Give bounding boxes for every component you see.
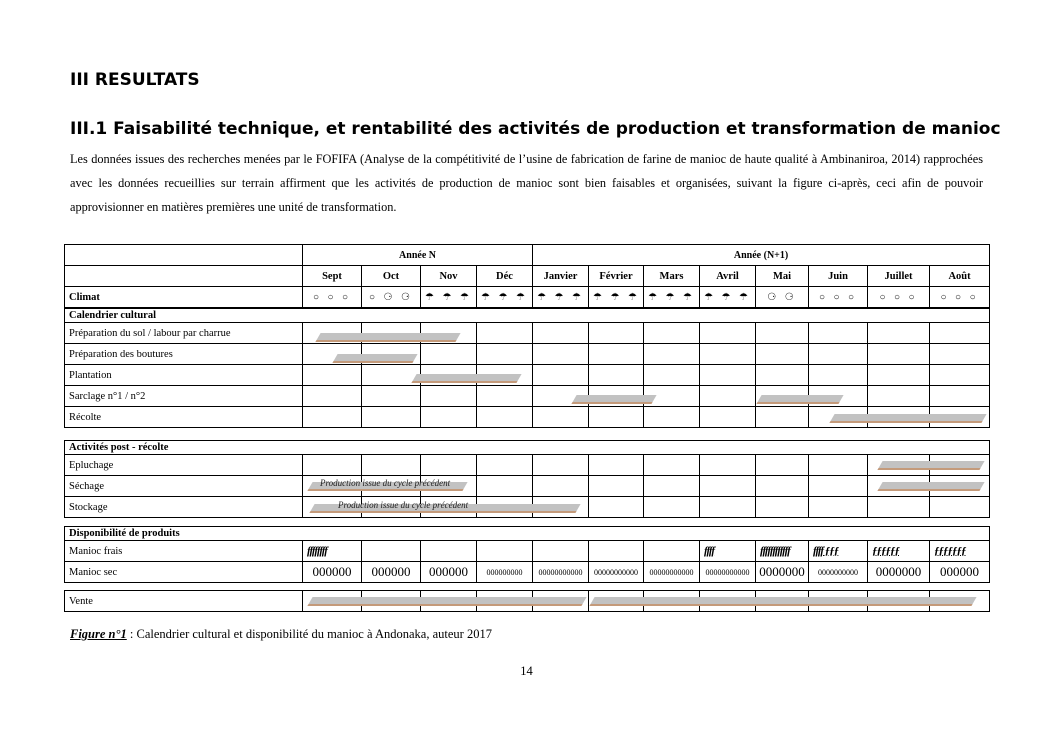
- post-row-cell: [589, 476, 644, 497]
- calendrier-row-cell: [644, 323, 700, 344]
- climat-cell-3: ☂ ☂ ☂: [477, 287, 533, 308]
- calendrier-row-cell: [700, 365, 756, 386]
- post-row-cell: [700, 497, 756, 518]
- post-row-cell: [477, 455, 533, 476]
- post-row-cell: [303, 455, 362, 476]
- calendrier-row-cell: [930, 344, 990, 365]
- calendrier-row-label-3: Sarclage n°1 / n°2: [65, 386, 303, 407]
- intro-paragraph: Les données issues des recherches menées par le FOFIFA (Analyse de la compétitivité de l’usine de fabrication de farine de manioc de haute qualité à Ambinaniroa, 2014) rapprochées avec les données recueillies sur terrain affirment que les activités de production de manioc sont bien faisables et organisées, suivant la figure ci-après, ceci afin de pouvoir approvisionner en matières premières une unité de transformation.: [70, 152, 983, 214]
- calendrier-row-cell: [700, 323, 756, 344]
- year-n-header: Année N: [303, 245, 533, 266]
- climat-cell-4: ☂ ☂ ☂: [533, 287, 589, 308]
- calendar-header-table: [64, 244, 990, 308]
- month-row-blank: [65, 266, 303, 287]
- calendrier-row-cell: [421, 344, 477, 365]
- bar-sarclage-1: [571, 395, 656, 404]
- calendrier-row-label-2: Plantation: [65, 365, 303, 386]
- calendrier-row-cell: [756, 407, 809, 428]
- bar-epluchage: [877, 461, 984, 470]
- month-1: Oct: [362, 266, 421, 287]
- manioc-frais-cell-6: [644, 541, 700, 562]
- calendrier-cultural-title: Calendrier cultural: [65, 309, 990, 323]
- figure-caption-label: Figure n°1: [70, 627, 127, 641]
- calendrier-row-cell: [421, 386, 477, 407]
- month-6: Mars: [644, 266, 700, 287]
- stockage-overlay-text: Production issue du cycle précédent: [338, 500, 469, 510]
- calendrier-row-cell: [589, 407, 644, 428]
- sechage-overlay-text: Production issue du cycle précédent: [320, 478, 451, 488]
- post-row-label-1: Séchage: [65, 476, 303, 497]
- manioc-sec-cell-11: 000000: [930, 562, 990, 583]
- calendrier-row-cell: [303, 386, 362, 407]
- calendrier-row-cell: [477, 386, 533, 407]
- climat-cell-2: ☂ ☂ ☂: [421, 287, 477, 308]
- calendrier-row-cell: [477, 323, 533, 344]
- calendrier-row-cell: [589, 323, 644, 344]
- post-row-cell: [644, 455, 700, 476]
- climat-cell-1: ○ ⚆ ⚆: [362, 287, 421, 308]
- manioc-sec-cell-7: 00000000000: [700, 562, 756, 583]
- month-10: Juillet: [868, 266, 930, 287]
- post-row-cell: [868, 497, 930, 518]
- calendrier-row-cell: [533, 407, 589, 428]
- climat-cell-8: ⚆ ⚆: [756, 287, 809, 308]
- calendrier-row-cell: [303, 365, 362, 386]
- calendrier-row-cell: [756, 323, 809, 344]
- manioc-frais-cell-3: [477, 541, 533, 562]
- disponibilite-title: Disponibilité de produits: [65, 527, 990, 541]
- calendrier-row-cell: [644, 407, 700, 428]
- calendrier-row-cell: [477, 407, 533, 428]
- month-11: Août: [930, 266, 990, 287]
- manioc-sec-cell-5: 00000000000: [589, 562, 644, 583]
- calendrier-row-cell: [589, 344, 644, 365]
- calendrier-row-cell: [868, 323, 930, 344]
- figure-caption-text: : Calendrier cultural et disponibilité du manioc à Andonaka, auteur 2017: [126, 627, 492, 641]
- post-row-label-2: Stockage: [65, 497, 303, 518]
- manioc-frais-cell-2: [421, 541, 477, 562]
- calendrier-row-cell: [930, 386, 990, 407]
- calendrier-row-cell: [303, 407, 362, 428]
- bar-preparation-sol: [315, 333, 460, 342]
- post-row-cell: [756, 497, 809, 518]
- calendrier-row-label-1: Préparation des boutures: [65, 344, 303, 365]
- calendrier-row-cell: [868, 365, 930, 386]
- calendrier-row-cell: [700, 407, 756, 428]
- month-2: Nov: [421, 266, 477, 287]
- calendrier-row-cell: [868, 344, 930, 365]
- disponibilite-table: [64, 526, 990, 583]
- bar-preparation-boutures: [332, 354, 417, 363]
- post-row-cell: [644, 476, 700, 497]
- manioc-sec-cell-1: 000000: [362, 562, 421, 583]
- climat-cell-10: ○ ○ ○: [868, 287, 930, 308]
- manioc-frais-cell-5: [589, 541, 644, 562]
- calendrier-row-cell: [589, 365, 644, 386]
- calendrier-row-label-4: Récolte: [65, 407, 303, 428]
- post-row-cell: [589, 455, 644, 476]
- bar-vente-2: [589, 597, 976, 606]
- calendrier-row-cell: [809, 344, 868, 365]
- manioc-frais-cell-0: ffffffff: [303, 541, 362, 562]
- manioc-sec-cell-10: 0000000: [868, 562, 930, 583]
- manioc-frais-cell-11: ƒƒƒƒƒƒƒ: [930, 541, 990, 562]
- post-recolte-title: Activités post - récolte: [65, 441, 990, 455]
- bar-vente-1: [307, 597, 586, 606]
- month-3: Déc: [477, 266, 533, 287]
- climat-cell-9: ○ ○ ○: [809, 287, 868, 308]
- climat-label: Climat: [65, 287, 303, 308]
- manioc-sec-cell-9: 0000000000: [809, 562, 868, 583]
- post-row-cell: [533, 476, 589, 497]
- month-5: Février: [589, 266, 644, 287]
- manioc-frais-cell-7: ffff: [700, 541, 756, 562]
- manioc-frais-cell-4: [533, 541, 589, 562]
- month-7: Avril: [700, 266, 756, 287]
- post-row-cell: [533, 455, 589, 476]
- post-row-cell: [809, 497, 868, 518]
- heading-resultats: III RESULTATS: [70, 70, 200, 90]
- calendrier-row-cell: [809, 323, 868, 344]
- manioc-frais-label: Manioc frais: [65, 541, 303, 562]
- calendrier-row-cell: [930, 365, 990, 386]
- month-0: Sept: [303, 266, 362, 287]
- post-row-cell: [644, 497, 700, 518]
- calendrier-row-cell: [362, 386, 421, 407]
- manioc-sec-cell-4: 00000000000: [533, 562, 589, 583]
- bar-plantation: [411, 374, 521, 383]
- calendrier-row-cell: [756, 365, 809, 386]
- figure-caption: [70, 627, 492, 642]
- post-row-cell: [809, 476, 868, 497]
- manioc-sec-cell-0: 000000: [303, 562, 362, 583]
- calendrier-row-cell: [644, 365, 700, 386]
- year-n1-header: Année (N+1): [533, 245, 990, 266]
- manioc-sec-cell-2: 000000: [421, 562, 477, 583]
- vente-label: Vente: [65, 591, 303, 612]
- calendrier-row-cell: [756, 344, 809, 365]
- calendrier-row-cell: [477, 344, 533, 365]
- post-row-cell: [421, 455, 477, 476]
- calendrier-row-cell: [362, 407, 421, 428]
- post-row-cell: [589, 497, 644, 518]
- post-row-cell: [809, 455, 868, 476]
- calendrier-row-cell: [700, 386, 756, 407]
- bar-sechage-2: [877, 482, 984, 491]
- manioc-frais-cell-8: ffffffffffff: [756, 541, 809, 562]
- calendrier-row-cell: [533, 323, 589, 344]
- climat-cell-0: ○ ○ ○: [303, 287, 362, 308]
- calendrier-row-cell: [930, 323, 990, 344]
- climat-cell-7: ☂ ☂ ☂: [700, 287, 756, 308]
- bar-recolte: [829, 414, 986, 423]
- post-row-cell: [930, 497, 990, 518]
- calendrier-row-cell: [533, 344, 589, 365]
- calendrier-row-label-0: Préparation du sol / labour par charrue: [65, 323, 303, 344]
- month-9: Juin: [809, 266, 868, 287]
- page-number: 14: [520, 664, 533, 678]
- manioc-sec-cell-3: 000000000: [477, 562, 533, 583]
- calendrier-cultural-table: [64, 308, 990, 428]
- month-4: Janvier: [533, 266, 589, 287]
- manioc-sec-label: Manioc sec: [65, 562, 303, 583]
- post-row-cell: [756, 476, 809, 497]
- post-row-cell: [700, 476, 756, 497]
- post-row-label-0: Epluchage: [65, 455, 303, 476]
- header-blank: [65, 245, 303, 266]
- climat-cell-5: ☂ ☂ ☂: [589, 287, 644, 308]
- climat-cell-11: ○ ○ ○: [930, 287, 990, 308]
- climat-cell-6: ☂ ☂ ☂: [644, 287, 700, 308]
- calendrier-row-cell: [421, 407, 477, 428]
- calendrier-row-cell: [700, 344, 756, 365]
- manioc-frais-cell-9: ffff ƒƒƒ: [809, 541, 868, 562]
- manioc-frais-cell-1: [362, 541, 421, 562]
- month-8: Mai: [756, 266, 809, 287]
- post-row-cell: [362, 455, 421, 476]
- calendrier-row-cell: [644, 344, 700, 365]
- calendrier-row-cell: [868, 386, 930, 407]
- bar-sarclage-2: [756, 395, 843, 404]
- manioc-sec-cell-8: 0000000: [756, 562, 809, 583]
- manioc-frais-cell-10: ƒƒƒƒƒƒ: [868, 541, 930, 562]
- post-row-cell: [477, 476, 533, 497]
- post-row-cell: [756, 455, 809, 476]
- heading-section-3-1: III.1 Faisabilité technique, et rentabilité des activités de production et transformation de manioc: [70, 119, 1001, 139]
- post-row-cell: [700, 455, 756, 476]
- manioc-sec-cell-6: 00000000000: [644, 562, 700, 583]
- calendrier-row-cell: [809, 365, 868, 386]
- calendrier-row-cell: [533, 365, 589, 386]
